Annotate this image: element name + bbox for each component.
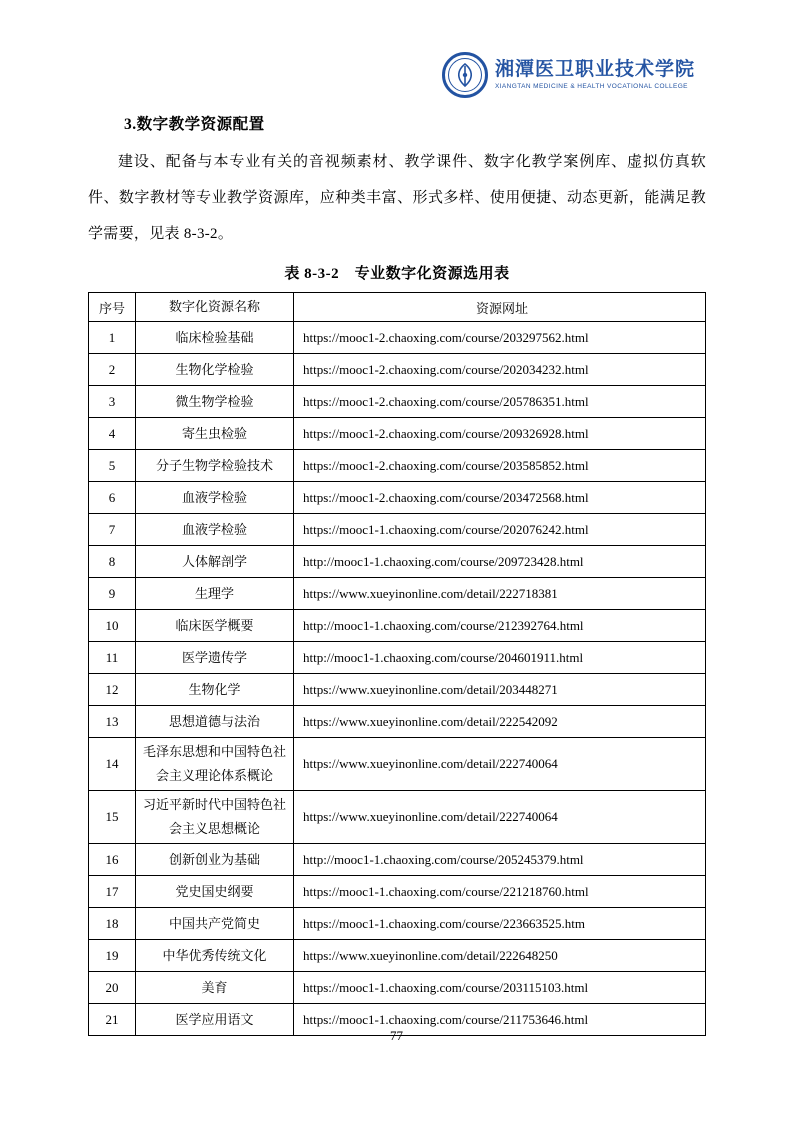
resource-url-cell: https://mooc1-2.chaoxing.com/course/203585852.html [294, 450, 706, 482]
resource-name-cell: 美育 [136, 972, 294, 1004]
resource-table-body [89, 322, 706, 1036]
table-row [89, 450, 706, 482]
row-index-cell: 17 [89, 876, 136, 908]
row-index-cell: 2 [89, 354, 136, 386]
row-index-cell: 7 [89, 514, 136, 546]
resource-url-cell: https://www.xueyinonline.com/detail/222740064 [294, 738, 706, 791]
row-index-cell: 16 [89, 844, 136, 876]
row-index-cell: 18 [89, 908, 136, 940]
row-index-cell: 3 [89, 386, 136, 418]
table-row [89, 418, 706, 450]
resource-url-cell: https://www.xueyinonline.com/detail/222542092 [294, 706, 706, 738]
table-row [89, 791, 706, 844]
table-row [89, 354, 706, 386]
table-row [89, 844, 706, 876]
resource-name-cell: 微生物学检验 [136, 386, 294, 418]
college-name-block [495, 60, 695, 90]
row-index-cell: 8 [89, 546, 136, 578]
resource-url-cell: https://www.xueyinonline.com/detail/203448271 [294, 674, 706, 706]
table-row [89, 578, 706, 610]
table-row [89, 514, 706, 546]
resource-url-cell: http://mooc1-1.chaoxing.com/course/204601911.html [294, 642, 706, 674]
table-row [89, 972, 706, 1004]
resource-table-head [89, 293, 706, 322]
row-index-cell: 15 [89, 791, 136, 844]
resource-name-cell: 血液学检验 [136, 482, 294, 514]
resource-url-cell: https://www.xueyinonline.com/detail/222718381 [294, 578, 706, 610]
row-index-cell: 14 [89, 738, 136, 791]
resource-url-cell: https://mooc1-2.chaoxing.com/course/205786351.html [294, 386, 706, 418]
resource-url-cell: https://mooc1-1.chaoxing.com/course/202076242.html [294, 514, 706, 546]
resource-name-cell: 习近平新时代中国特色社会主义思想概论 [136, 791, 294, 844]
resource-url-cell: https://mooc1-1.chaoxing.com/course/223663525.htm [294, 908, 706, 940]
header-cell-name: 数字化资源名称 [136, 293, 294, 322]
table-row [89, 610, 706, 642]
resource-name-cell: 医学遗传学 [136, 642, 294, 674]
row-index-cell: 4 [89, 418, 136, 450]
row-index-cell: 10 [89, 610, 136, 642]
page-content [88, 112, 706, 1036]
resource-name-cell: 创新创业为基础 [136, 844, 294, 876]
table-caption: 表 8-3-2 专业数字化资源选用表 [284, 266, 510, 282]
table-row [89, 738, 706, 791]
college-name-en: XIANGTAN MEDICINE & HEALTH VOCATIONAL COLLEGE [494, 82, 688, 90]
row-index-cell: 11 [89, 642, 136, 674]
resource-name-cell: 生物化学检验 [136, 354, 294, 386]
table-row [89, 482, 706, 514]
body-paragraph: 建设、配备与本专业有关的音视频素材、教学课件、数字化教学案例库、虚拟仿真软件、数字教材等专业教学资源库，应种类丰富、形式多样、使用便捷、动态更新，能满足教学需要，见表 8-3-2。 [88, 154, 706, 242]
table-row [89, 546, 706, 578]
row-index-cell: 5 [89, 450, 136, 482]
row-index-cell: 9 [89, 578, 136, 610]
resource-name-cell: 医学应用语文 [136, 1004, 294, 1036]
college-emblem-icon [442, 52, 488, 98]
resource-name-cell: 党史国史纲要 [136, 876, 294, 908]
header-cell-index: 序号 [89, 293, 136, 322]
resource-name-cell: 寄生虫检验 [136, 418, 294, 450]
resource-url-cell: https://mooc1-1.chaoxing.com/course/221218760.html [294, 876, 706, 908]
resource-url-cell: https://mooc1-1.chaoxing.com/course/211753646.html [294, 1004, 706, 1036]
row-index-cell: 12 [89, 674, 136, 706]
header-cell-url: 资源网址 [294, 293, 706, 322]
resource-name-cell: 思想道德与法治 [136, 706, 294, 738]
table-row [89, 876, 706, 908]
resource-table [88, 292, 706, 1036]
resource-url-cell: https://mooc1-1.chaoxing.com/course/203115103.html [294, 972, 706, 1004]
resource-url-cell: https://mooc1-2.chaoxing.com/course/202034232.html [294, 354, 706, 386]
college-name-cn: 湘潭医卫职业技术学院 [494, 58, 695, 80]
table-row [89, 642, 706, 674]
table-row [89, 322, 706, 354]
table-row [89, 940, 706, 972]
page-number: 77 [390, 1028, 403, 1043]
resource-name-cell: 分子生物学检验技术 [136, 450, 294, 482]
resource-url-cell: https://mooc1-2.chaoxing.com/course/203297562.html [294, 322, 706, 354]
row-index-cell: 6 [89, 482, 136, 514]
section-heading: 3.数字教学资源配置 [124, 116, 265, 133]
resource-url-cell: http://mooc1-1.chaoxing.com/course/209723428.html [294, 546, 706, 578]
resource-url-cell: https://www.xueyinonline.com/detail/222648250 [294, 940, 706, 972]
resource-name-cell: 血液学检验 [136, 514, 294, 546]
resource-url-cell: https://www.xueyinonline.com/detail/222740064 [294, 791, 706, 844]
row-index-cell: 13 [89, 706, 136, 738]
table-header-row [89, 293, 706, 322]
table-row [89, 706, 706, 738]
resource-name-cell: 生理学 [136, 578, 294, 610]
resource-url-cell: http://mooc1-1.chaoxing.com/course/205245379.html [294, 844, 706, 876]
resource-name-cell: 人体解剖学 [136, 546, 294, 578]
row-index-cell: 19 [89, 940, 136, 972]
table-row [89, 386, 706, 418]
table-row [89, 908, 706, 940]
table-row [89, 674, 706, 706]
row-index-cell: 1 [89, 322, 136, 354]
row-index-cell: 20 [89, 972, 136, 1004]
resource-url-cell: http://mooc1-1.chaoxing.com/course/212392764.html [294, 610, 706, 642]
resource-name-cell: 毛泽东思想和中国特色社会主义理论体系概论 [136, 738, 294, 791]
resource-name-cell: 生物化学 [136, 674, 294, 706]
college-logo [442, 52, 695, 98]
resource-name-cell: 临床医学概要 [136, 610, 294, 642]
resource-name-cell: 中华优秀传统文化 [136, 940, 294, 972]
resource-name-cell: 临床检验基础 [136, 322, 294, 354]
resource-name-cell: 中国共产党简史 [136, 908, 294, 940]
resource-url-cell: https://mooc1-2.chaoxing.com/course/209326928.html [294, 418, 706, 450]
row-index-cell: 21 [89, 1004, 136, 1036]
resource-url-cell: https://mooc1-2.chaoxing.com/course/203472568.html [294, 482, 706, 514]
